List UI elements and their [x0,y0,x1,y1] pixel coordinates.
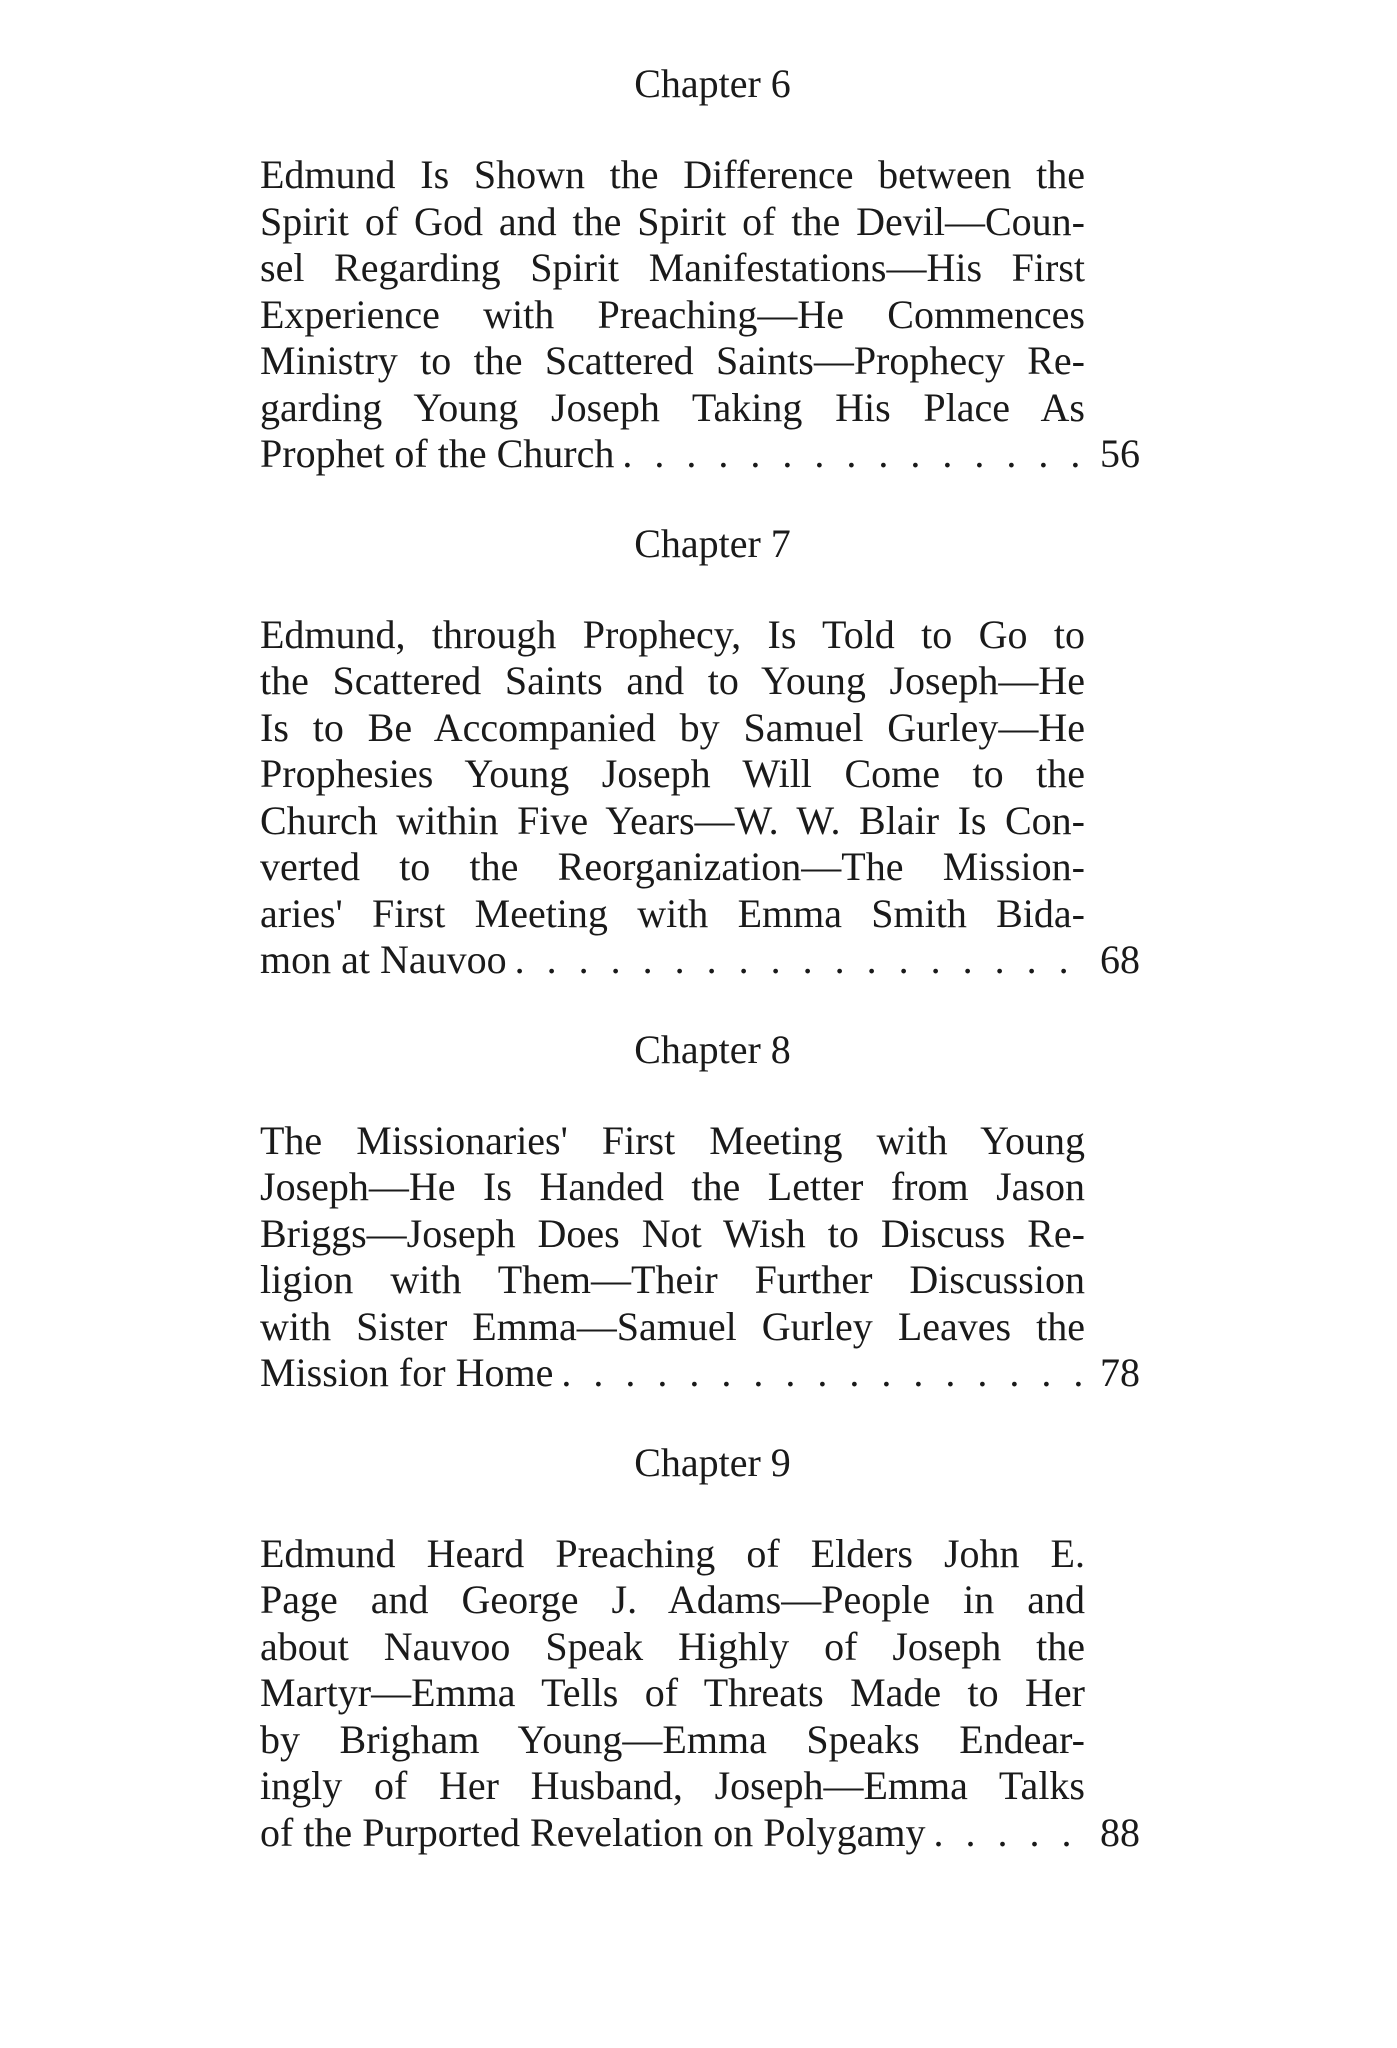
page-number: 88 [1100,1809,1140,1855]
table-of-contents-page [260,60,1140,1856]
summary-line: The Missionaries' First Meeting with Young [260,1117,1085,1163]
summary-line: the Scattered Saints and to Young Joseph—He [260,658,1085,703]
summary-line: Page and George J. Adams—People in and [260,1577,1085,1622]
summary-line: aries' First Meeting with Emma Smith Bida- [260,890,1085,936]
summary-line: ligion with Them—Their Further Discussion [260,1257,1085,1302]
dot-leader [561,1350,1082,1397]
page-number: 56 [1100,431,1140,476]
summary-line: ingly of Her Husband, Joseph—Emma Talks [260,1763,1085,1808]
summary-line: garding Young Joseph Taking His Place As [260,384,1085,430]
chapter-summary [260,152,1140,478]
toc-entry-chapter-7 [260,520,1140,984]
summary-line: with Sister Emma—Samuel Gurley Leaves the [260,1303,1085,1349]
chapter-heading: Chapter 6 [634,61,791,106]
summary-line: Edmund Is Shown the Difference between the [260,152,1085,197]
page-number: 68 [1100,937,1140,982]
dot-leader [622,431,1082,478]
summary-last-line [260,937,1140,984]
summary-line: Prophesies Young Joseph Will Come to the [260,751,1085,796]
summary-last-line [260,1350,1140,1397]
summary-line: Experience with Preaching—He Commences [260,291,1085,337]
toc-entry-chapter-9 [260,1439,1140,1857]
summary-line: Spirit of God and the Spirit of the Devil—Coun- [260,198,1085,244]
chapter-heading: Chapter 9 [634,1439,791,1485]
summary-line: Ministry to the Scattered Saints—Prophecy Re- [260,338,1085,383]
summary-line: about Nauvoo Speak Highly of Joseph the [260,1623,1085,1669]
summary-line: Edmund, through Prophecy, Is Told to Go to [260,611,1085,657]
summary-line: mon at Nauvoo [260,937,507,982]
chapter-summary [260,1117,1140,1397]
dot-leader [515,937,1082,984]
summary-last-line [260,431,1140,478]
summary-line: Prophet of the Church [260,431,615,476]
summary-line: Church within Five Years—W. W. Blair Is Con- [260,797,1085,843]
summary-line: of the Purported Revelation on Polygamy [260,1809,926,1855]
summary-line: Is to Be Accompanied by Samuel Gurley—He [260,704,1085,750]
dot-leader [933,1810,1082,1857]
summary-line: verted to the Reorganization—The Mission- [260,844,1085,889]
summary-line: Martyr—Emma Tells of Threats Made to Her [260,1670,1085,1715]
summary-line: Edmund Heard Preaching of Elders John E. [260,1530,1085,1576]
page-number: 78 [1100,1350,1140,1395]
chapter-heading: Chapter 7 [634,520,791,566]
chapter-heading: Chapter 8 [634,1026,791,1072]
toc-entry-chapter-8 [260,1026,1140,1397]
summary-line: by Brigham Young—Emma Speaks Endear- [260,1716,1085,1762]
summary-line: Joseph—He Is Handed the Letter from Jason [260,1164,1085,1209]
chapter-summary [260,1530,1140,1857]
chapter-summary [260,611,1140,984]
toc-entry-chapter-6 [260,60,1140,478]
summary-line: Mission for Home [260,1350,554,1395]
summary-line: Briggs—Joseph Does Not Wish to Discuss Re- [260,1210,1085,1256]
summary-last-line [260,1810,1140,1857]
summary-line: sel Regarding Spirit Manifestations—His First [260,245,1085,290]
